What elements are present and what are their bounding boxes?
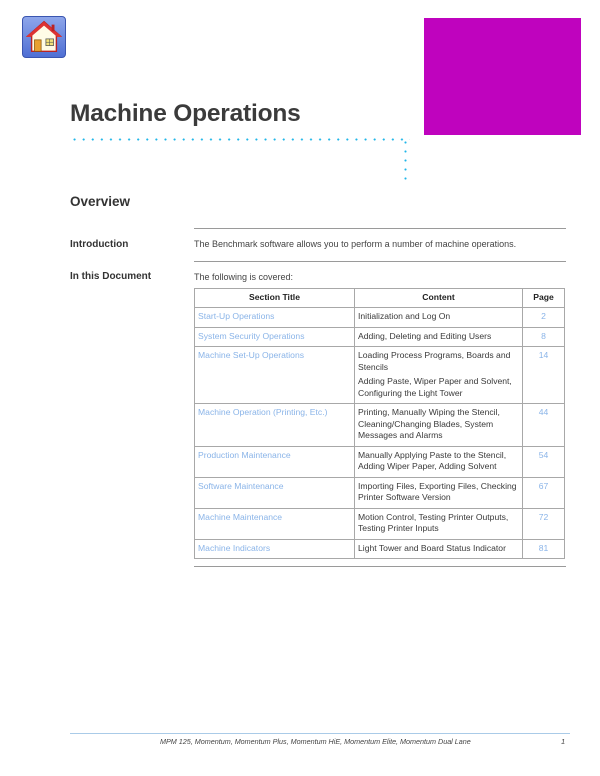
section-cell (195, 308, 355, 328)
content-text: Manually Applying Paste to the Stencil, Adding Wiper Paper, Adding Solvent (358, 449, 507, 471)
footer-page-number: 1 (561, 737, 566, 746)
content-cell (355, 404, 523, 447)
page-link[interactable]: 2 (541, 311, 546, 321)
section-link[interactable]: Production Maintenance (198, 449, 291, 460)
table-row (195, 477, 565, 508)
table-row (195, 539, 565, 559)
page-cell (523, 327, 565, 347)
section-link[interactable]: Machine Operation (Printing, Etc.) (198, 407, 328, 417)
divider-rule (194, 228, 566, 229)
content-text: Importing Files, Exporting Files, Checking Printer Software Version (358, 480, 517, 502)
table-row (195, 327, 565, 347)
table-row (195, 508, 565, 539)
dotted-divider-vertical (404, 138, 407, 183)
page-cell (523, 477, 565, 508)
page-link[interactable]: 67 (538, 480, 549, 491)
page-cell (523, 404, 565, 447)
section-cell (195, 404, 355, 447)
content-cell (355, 308, 523, 328)
footer-divider (70, 733, 570, 734)
content-text: Adding Paste, Wiper Paper and Solvent, Configuring the Light Tower (358, 376, 512, 398)
content-cell (355, 327, 523, 347)
divider-rule (194, 261, 566, 262)
section-cell (195, 477, 355, 508)
section-heading-overview: Overview (70, 194, 131, 209)
introduction-label: Introduction (70, 239, 129, 250)
page-cell (523, 347, 565, 404)
table-header-row (195, 289, 565, 308)
section-link[interactable]: System Security Operations (198, 330, 305, 341)
content-text: Initialization and Log On (358, 311, 451, 321)
table-row (195, 347, 565, 404)
table-row (195, 308, 565, 328)
section-link[interactable]: Machine Maintenance (198, 511, 283, 522)
page-cell (523, 446, 565, 477)
content-cell (355, 539, 523, 559)
content-text: Printing, Manually Wiping the Stencil, Cleaning/Changing Blades, System Messages and Alarms (358, 407, 500, 440)
page-cell (523, 508, 565, 539)
column-header-content: Content (355, 289, 523, 308)
section-cell (195, 508, 355, 539)
column-header-section-title: Section Title (195, 289, 355, 308)
page-link[interactable]: 14 (538, 350, 549, 360)
table-row (195, 446, 565, 477)
page-cell (523, 539, 565, 559)
content-cell (355, 347, 523, 404)
section-link[interactable]: Machine Indicators (198, 542, 271, 553)
section-cell (195, 327, 355, 347)
page-link[interactable]: 8 (541, 330, 546, 341)
page-link[interactable]: 54 (538, 449, 549, 460)
divider-rule (194, 566, 566, 567)
page-cell (523, 308, 565, 328)
section-cell (195, 446, 355, 477)
table-row (195, 404, 565, 447)
in-this-document-label: In this Document (70, 271, 152, 282)
dotted-divider (70, 138, 410, 141)
page-link[interactable]: 72 (538, 511, 549, 522)
page-title: Machine Operations (70, 100, 301, 127)
content-text: Adding, Deleting and Editing Users (358, 330, 492, 341)
introduction-text: The Benchmark software allows you to perform a number of machine operations. (194, 239, 517, 249)
content-text: Light Tower and Board Status Indicator (358, 542, 506, 553)
section-link[interactable]: Software Maintenance (198, 480, 284, 491)
header-accent-block (424, 18, 581, 135)
contents-table (194, 288, 565, 559)
footer-product-list: MPM 125, Momentum, Momentum Plus, Momentum HiE, Momentum Elite, Momentum Dual Lane (160, 737, 471, 746)
content-text: Motion Control, Testing Printer Outputs, Testing Printer Inputs (358, 511, 509, 533)
content-cell (355, 477, 523, 508)
in-this-document-text: The following is covered: (194, 272, 294, 282)
section-cell (195, 347, 355, 404)
home-button[interactable] (22, 16, 66, 58)
page-link[interactable]: 44 (538, 407, 549, 417)
content-cell (355, 508, 523, 539)
column-header-page: Page (523, 289, 565, 308)
section-cell (195, 539, 355, 559)
section-link[interactable]: Start-Up Operations (198, 311, 275, 321)
content-cell (355, 446, 523, 477)
page-link[interactable]: 81 (538, 542, 549, 553)
section-link[interactable]: Machine Set-Up Operations (198, 350, 305, 360)
content-text: Loading Process Programs, Boards and Stencils (358, 350, 511, 372)
house-icon (23, 17, 65, 57)
